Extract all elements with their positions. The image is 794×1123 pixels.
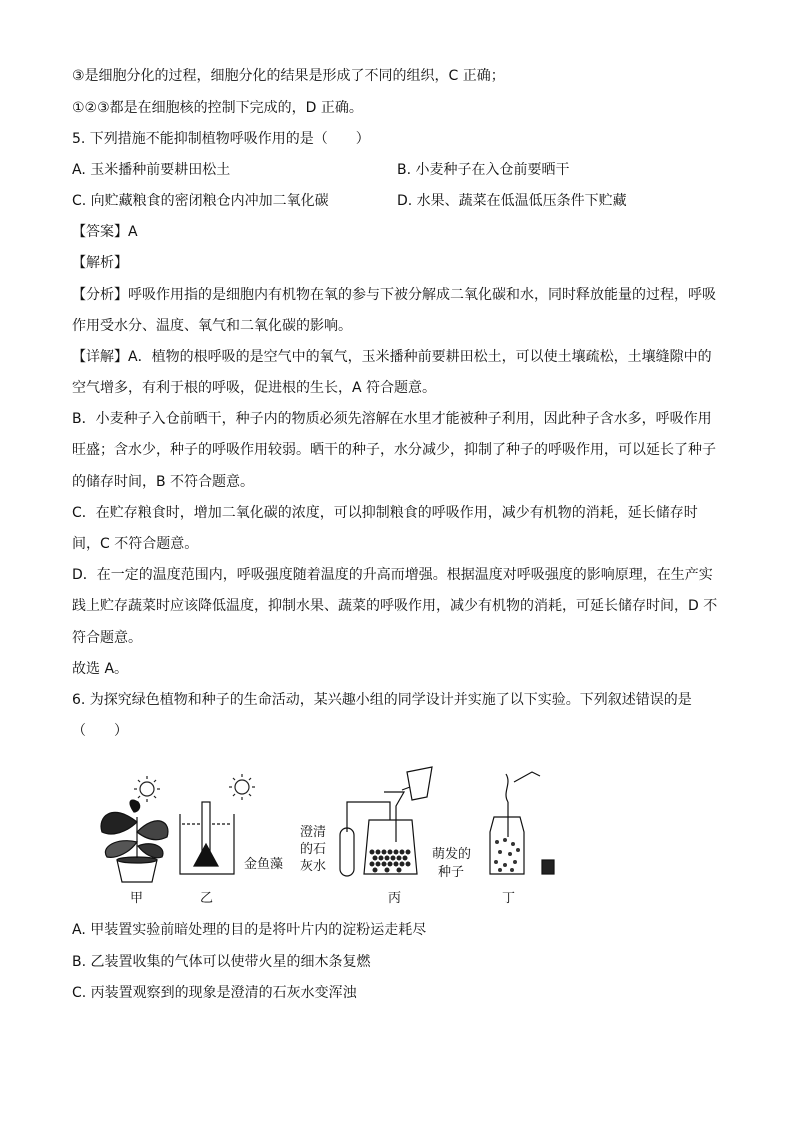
- q5-option-d: D. 水果、蔬菜在低温低压条件下贮藏: [397, 193, 627, 209]
- answer-label: 【答案】A: [72, 224, 138, 240]
- detail-c-2: 间，C 不符合题意。: [72, 536, 199, 552]
- detail-a-2: 空气增多，有利于根的呼吸，促进根的生长，A 符合题意。: [72, 380, 437, 396]
- q5-option-c: C. 向贮藏粮食的密闭粮仓内冲加二氧化碳: [72, 193, 329, 209]
- analysis-text-1: 【分析】呼吸作用指的是细胞内有机物在氧的参与下被分解成二氧化碳和水，同时释放能量的过程，呼吸: [72, 287, 716, 303]
- label-lime-3: 灰水: [300, 859, 327, 874]
- flask-apparatus-icon: [340, 767, 432, 876]
- label-ding: 丁: [502, 891, 516, 906]
- q6-option-a: A. 甲装置实验前暗处理的目的是将叶片内的淀粉运走耗尽: [72, 922, 427, 938]
- label-seed-2: 种子: [438, 865, 465, 880]
- label-yi: 乙: [200, 891, 214, 906]
- detail-d-1: D．在一定的温度范围内，呼吸强度随着温度的升高而增强。根据温度对呼吸强度的影响原理，在生产实: [72, 567, 713, 583]
- experiment-diagram: [72, 762, 572, 912]
- analysis-label: 【解析】: [72, 255, 128, 271]
- label-algae: 金鱼藻: [244, 857, 284, 872]
- q5-option-a: A. 玉米播种前要耕田松土: [72, 162, 231, 178]
- text-line-2: ①②③都是在细胞核的控制下完成的，D 正确。: [72, 100, 363, 116]
- analysis-text-2: 作用受水分、温度、氧气和二氧化碳的影响。: [72, 318, 352, 334]
- label-lime-2: 的石: [300, 842, 327, 857]
- label-lime-1: 澄清: [300, 825, 327, 840]
- sun-icon: [229, 774, 255, 800]
- detail-d-2: 践上贮存蔬菜时应该降低温度，抑制水果、蔬菜的呼吸作用，减少有机物的消耗，可延长储存时间，D 不: [72, 598, 718, 614]
- jar-icon: [490, 772, 554, 874]
- experiment-figure: [72, 762, 572, 912]
- detail-b-3: 的储存时间，B 不符合题意。: [72, 474, 255, 490]
- detail-b-1: B．小麦种子入仓前晒干，种子内的物质必须先溶解在水里才能被种子利用，因此种子含水多，呼吸作用: [72, 411, 712, 427]
- q6-option-c: C. 丙装置观察到的现象是澄清的石灰水变浑浊: [72, 985, 357, 1001]
- q5-option-b: B. 小麦种子在入仓前要晒干: [397, 162, 570, 178]
- q6-option-b: B. 乙装置收集的气体可以使带火星的细木条复燃: [72, 954, 371, 970]
- text-line-1: ③是细胞分化的过程，细胞分化的结果是形成了不同的组织，C 正确；: [72, 68, 505, 84]
- beaker-icon: [180, 802, 234, 874]
- detail-d-3: 符合题意。: [72, 630, 142, 646]
- label-seed-1: 萌发的: [432, 847, 472, 862]
- label-jia: 甲: [130, 891, 144, 906]
- detail-c-1: C．在贮存粮食时，增加二氧化碳的浓度，可以抑制粮食的呼吸作用，减少有机物的消耗，延长储存时: [72, 505, 698, 521]
- question-6: 6. 为探究绿色植物和种子的生命活动，某兴趣小组的同学设计并实施了以下实验。下列叙述错误的是: [72, 692, 692, 708]
- detail-a-1: 【详解】A．植物的根呼吸的是空气中的氧气，玉米播种前要耕田松土，可以使土壤疏松，土壤缝隙中的: [72, 349, 712, 365]
- potted-plant-icon: [101, 800, 168, 882]
- question-6-bracket: （ ）: [72, 723, 128, 739]
- label-bing: 丙: [388, 891, 402, 906]
- sun-icon: [134, 776, 160, 802]
- detail-b-2: 旺盛；含水少，种子的呼吸作用较弱。晒干的种子，水分减少，抑制了种子的呼吸作用，可以延长了种子: [72, 442, 716, 458]
- conclusion: 故选 A。: [72, 661, 129, 677]
- question-5: 5. 下列措施不能抑制植物呼吸作用的是（ ）: [72, 131, 370, 147]
